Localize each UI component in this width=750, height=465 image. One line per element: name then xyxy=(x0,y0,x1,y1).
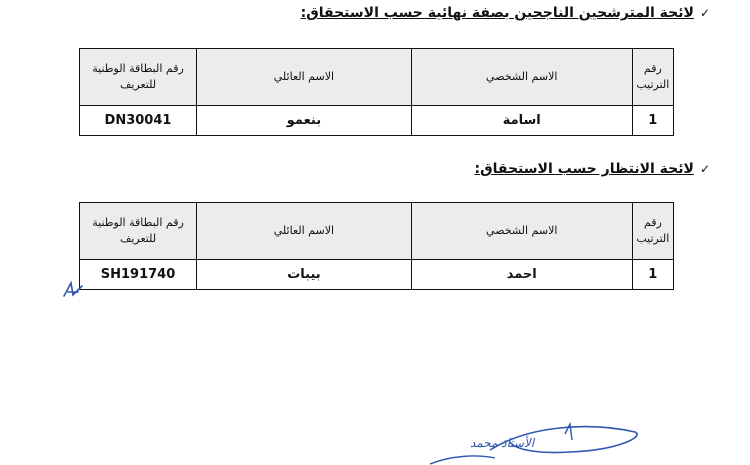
cell-national-id: DN30041 xyxy=(80,106,197,136)
col-national-id: رقم البطاقة الوطنية للتعريف xyxy=(80,49,197,106)
handwritten-mark-icon xyxy=(62,280,86,300)
table-header-row xyxy=(80,203,674,260)
section-heading-waiting-list xyxy=(475,161,711,177)
cell-rank: 1 xyxy=(632,260,673,290)
checkmark-icon: ✓ xyxy=(699,162,710,176)
table-header-row xyxy=(80,49,674,106)
table-row xyxy=(80,106,674,136)
cell-first-name: اسامة xyxy=(411,106,632,136)
section-heading-successful xyxy=(301,5,710,21)
cell-first-name: احمد xyxy=(411,260,632,290)
heading-text: لائحة المترشحين الناجحين بصفة نهائية حسب الاستحقاق: xyxy=(300,5,694,21)
col-first-name: الاسم الشخصي xyxy=(411,49,632,106)
waiting-list-table xyxy=(79,202,674,290)
heading-text: لائحة الانتظار حسب الاستحقاق: xyxy=(474,161,694,177)
col-national-id: رقم البطاقة الوطنية للتعريف xyxy=(80,203,197,260)
col-last-name: الاسم العائلي xyxy=(197,49,412,106)
table-row xyxy=(80,260,674,290)
col-last-name: الاسم العائلي xyxy=(197,203,412,260)
col-rank: رقم الترتيب xyxy=(632,203,673,260)
cell-rank: 1 xyxy=(632,106,673,136)
successful-candidates-table xyxy=(79,48,674,136)
col-first-name: الاسم الشخصي xyxy=(411,203,632,260)
signature-scribble xyxy=(420,420,650,465)
checkmark-icon: ✓ xyxy=(699,6,710,20)
cell-national-id: SH191740 xyxy=(80,260,197,290)
col-rank: رقم الترتيب xyxy=(632,49,673,106)
signature-text: الأستاذ محمد xyxy=(470,436,535,450)
cell-last-name: بنعمو xyxy=(197,106,412,136)
cell-last-name: بيبات xyxy=(197,260,412,290)
